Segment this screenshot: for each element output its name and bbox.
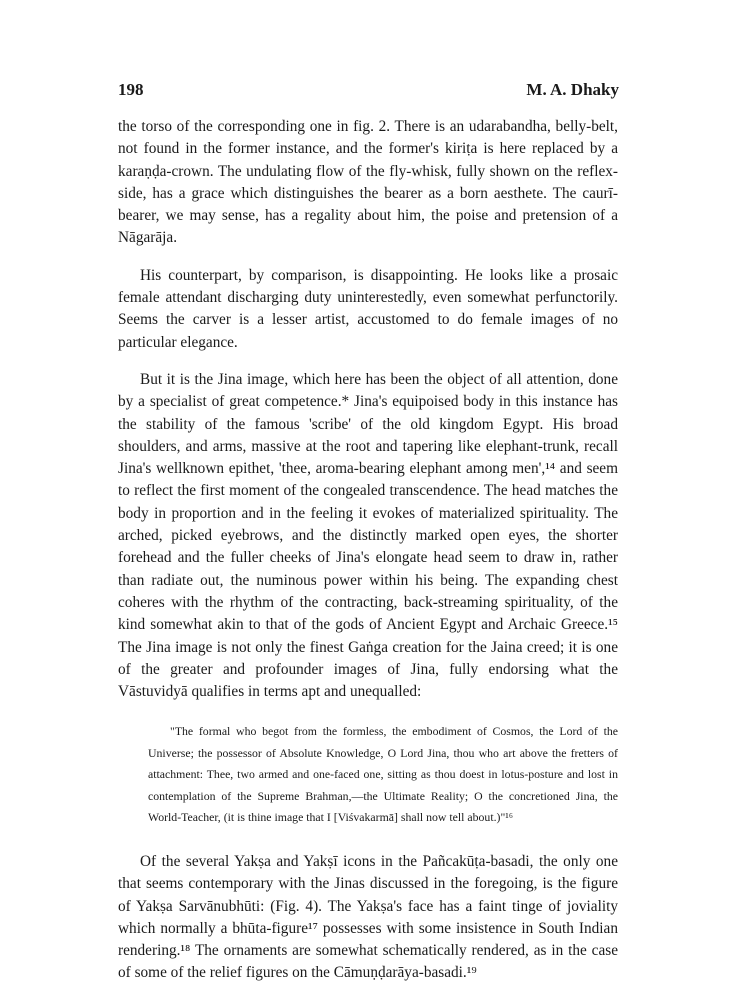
paragraph-4: Of the several Yakṣa and Yakṣī icons in the Pañcakūṭa-basadi, the only one that seems contemporary with the Jinas discussed in the foregoing, is the figure of Yakṣa Sarvānubhūti: (Fig. 4). The Yakṣa's face has a faint tinge of joviality which normally a bhūta-figure¹⁷ possesses with some insistence in South Indian rendering.¹⁸ The ornaments are somewhat schematically rendered, as in the case of some of the relief figures on the Cāmuṇḍarāya-basadi.¹⁹: [118, 852, 618, 982]
running-head-author: M. A. Dhaky: [526, 80, 619, 99]
paragraph-2: His counterpart, by comparison, is disappointing. He looks like a prosaic female attendant discharging duty uninterestedly, even somewhat perfunctorily. Seems the carver is a lesser artist, accustomed to do female images of no particular elegance.: [118, 266, 618, 351]
paragraph-3: But it is the Jina image, which here has been the object of all attention, done by a specialist of great competence.* Jina's equipoised body in this instance has the stability of the famous 'scribe' of the old kingdom Egypt. His broad shoulders, and arms, massive at the root and tapering like elephant-trunk, recall Jina's wellknown epithet, 'thee, aroma-bearing elephant among men',¹⁴ and seem to reflect the first moment of the congealed transcendence. The head matches the body in proportion and in the feeling it evokes of materialized spirituality. The arched, picked eyebrows, and the distinctly marked open eyes, the shorter forehead and the fuller cheeks of Jina's elongate head seem to draw in, rather than radiate out, the numinous power within his being. The expanding chest coheres with the rhythm of the contracting, back-streaming spirituality, of the kind somewhat akin to that of the gods of Ancient Egypt and Archaic Greece.¹⁵ The Jina image is not only the finest Gaṅga creation for the Jaina creed; it is one of the greater and profounder images of Jina, fully endorsing what the Vāstuvidyā qualifies in terms apt and unequalled:: [118, 370, 618, 701]
page-number: 198: [118, 80, 144, 99]
paragraph-1: the torso of the corresponding one in fig. 2. There is an udarabandha, belly-belt, not found in the former instance, and the former's kiriṭa is here replaced by a karaṇḍa-crown. The undulating flow of the fly-whisk, fully shown on the reflex-side, has a grace which distinguishes the bearer as a born aesthete. The caurī-bearer, we may sense, has a regality about him, the poise and pretension of a Nāgarāja.: [118, 118, 618, 247]
body-text: [118, 116, 618, 985]
page-header: [118, 80, 619, 104]
block-quote: "The formal who begot from the formless, the embodiment of Cosmos, the Lord of the Universe; the possessor of Absolute Knowledge, O Lord Jina, thou who art above the fretters of attachment: Thee, two armed and one-faced one, sitting as thou doest in lotus-posture and lost in contemplation of the Supreme Brahman,—the Ultimate Reality; O the concretioned Jina, the World-Teacher, (it is thine image that I [Viśvakarmā] shall now tell about.)"¹⁶: [148, 724, 618, 825]
